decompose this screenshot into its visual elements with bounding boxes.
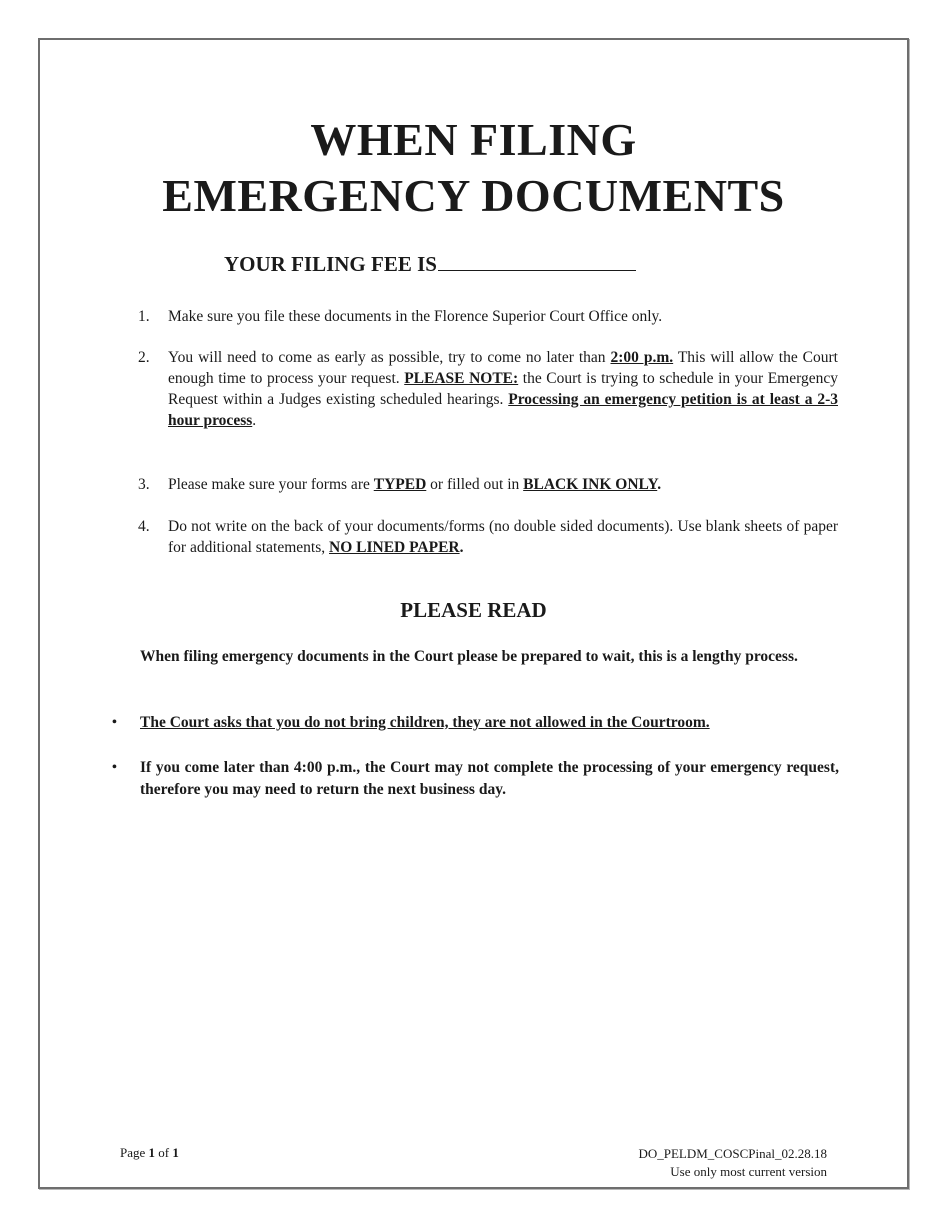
document-page bbox=[38, 38, 909, 1189]
list-item bbox=[138, 474, 838, 495]
title-line-2: EMERGENCY DOCUMENTS bbox=[162, 170, 785, 221]
text-run: or filled out in bbox=[426, 476, 524, 493]
title-line-1: WHEN FILING bbox=[310, 114, 637, 165]
text-run: . bbox=[252, 412, 257, 429]
list-number: 3. bbox=[138, 476, 150, 493]
list-text: Make sure you file these documents in the Florence Superior Court Office only. bbox=[168, 308, 663, 325]
list-number: 2. bbox=[138, 349, 150, 366]
please-read-intro: When filing emergency documents in the Court please be prepared to wait, this is a lengthy process. bbox=[140, 648, 798, 665]
form-id: DO_PELDM_COSCPinal_02.28.18 bbox=[638, 1146, 827, 1161]
typed-emphasis: TYPED bbox=[373, 476, 427, 493]
black-ink-emphasis: BLACK INK ONLY bbox=[523, 476, 658, 493]
list-text bbox=[168, 347, 838, 431]
bullet-icon: • bbox=[112, 760, 117, 775]
page-total: 1 bbox=[172, 1145, 179, 1160]
text-run: the Court is trying to schedule in your Emergency Request within a Judges existing scheduled hearings. bbox=[168, 370, 839, 408]
text-run: You will need to come as early as possible, try to come no later than bbox=[168, 349, 611, 366]
text-run: . bbox=[657, 476, 662, 493]
bullet-item bbox=[112, 757, 839, 801]
bullet-text: If you come later than 4:00 p.m., the Court may not complete the processing of your emergency request, therefore you may need to return the next business day. bbox=[140, 759, 839, 798]
list-text bbox=[168, 516, 838, 558]
list-item bbox=[138, 306, 838, 327]
form-footer bbox=[638, 1145, 827, 1181]
list-number: 1. bbox=[138, 308, 150, 325]
filing-fee-label: YOUR FILING FEE IS bbox=[224, 252, 437, 276]
bullet-item bbox=[112, 712, 839, 734]
text-run: . bbox=[459, 539, 464, 556]
text-run: This will allow the Court enough time to process your request. bbox=[168, 349, 838, 387]
list-item bbox=[138, 347, 838, 431]
list-number: 4. bbox=[138, 518, 150, 535]
page-prefix: Page bbox=[120, 1145, 149, 1160]
page-current: 1 bbox=[148, 1145, 156, 1160]
processing-time-note: Processing an emergency petition is at least a 2-3 hour process bbox=[168, 391, 838, 429]
text-run: Do not write on the back of your documents/forms (no double sided documents). Use blank sheets of paper for additional statements, bbox=[168, 518, 838, 556]
bullet-text: The Court asks that you do not bring children, they are not allowed in the Courtroom. bbox=[140, 714, 710, 731]
text-run: Please make sure your forms are bbox=[168, 476, 374, 493]
bullet-icon: • bbox=[112, 715, 117, 730]
page-of: of bbox=[155, 1145, 173, 1160]
filing-fee-blank bbox=[438, 252, 636, 271]
please-read-heading: PLEASE READ bbox=[400, 598, 547, 622]
list-item bbox=[138, 516, 838, 558]
deadline-time: 2:00 p.m. bbox=[610, 349, 674, 366]
please-note-label: PLEASE NOTE: bbox=[404, 370, 519, 387]
no-lined-paper-emphasis: NO LINED PAPER bbox=[329, 539, 460, 556]
page-title bbox=[40, 112, 907, 224]
list-text bbox=[168, 474, 838, 495]
filing-fee-line bbox=[224, 252, 636, 277]
version-note: Use only most current version bbox=[670, 1164, 827, 1179]
page-number bbox=[120, 1145, 179, 1161]
